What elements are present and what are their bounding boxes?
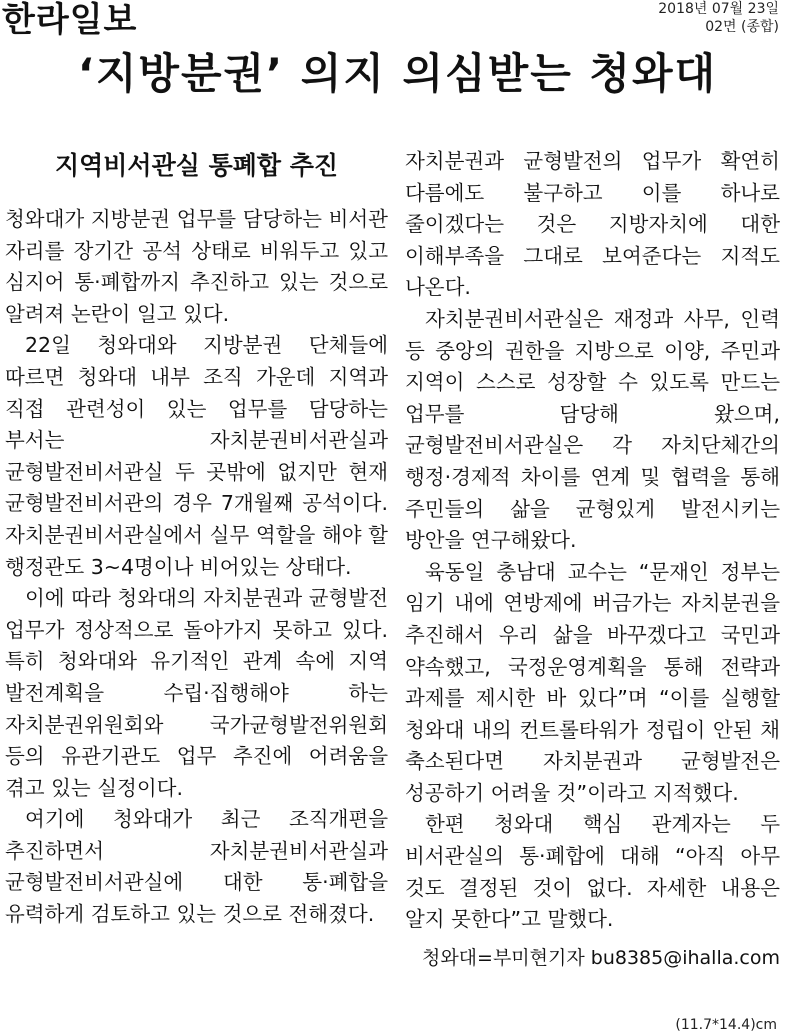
article-paragraph: 22일 청와대와 지방분권 단체들에 따르면 청와대 내부 조직 가운데 지역과 직접 관련성이 있는 업무를 담당하는 부서는 자치분권비서관실과 균형발전비서관실 두 곳밖에 없지만 현재 균형발전비서관의 경우 7개월째 공석이다. 자치분권비서관실에서 실무 역할을 해야 할 행정관도 3~4명이나 비어있는 상태다. xyxy=(5,333,388,579)
article-paragraph: 자치분권비서관실은 재정과 사무, 인력 등 중앙의 권한을 지방으로 이양, 주민과 지역이 스스로 성장할 수 있도록 만드는 업무를 담당해 왔으며, 균형발전비서관실은 각 자치단체간의 행정·경제적 차이를 연계 및 협력을 통해 주민들의 삶을 균형있게 발전시키는 방안을 연구해왔다. xyxy=(405,306,780,553)
clipping-size-note: (11.7*14.4)cm xyxy=(675,1017,777,1033)
article-headline: ‘지방분권’ 의지 의심받는 청와대 xyxy=(77,49,718,98)
newspaper-name: 한라일보 xyxy=(2,0,138,40)
article-column-left xyxy=(5,150,388,931)
article-paragraph: 청와대가 지방분권 업무를 담당하는 비서관 자리를 장기간 공석 상태로 비워두고 있고 심지어 통·폐합까지 추진하고 있는 것으로 알려져 논란이 일고 있다. xyxy=(5,207,388,326)
article-paragraph: 한편 청와대 핵심 관계자는 두 비서관실의 통·폐합에 대해 “아직 아무 것도 결정된 것이 없다. 자세한 내용은 알지 못한다”고 말했다. xyxy=(405,812,780,932)
issue-date: 2018년 07월 23일 xyxy=(658,1,779,17)
issue-meta xyxy=(658,0,779,36)
article-column-right xyxy=(405,146,780,972)
article-paragraph: 여기에 청와대가 최근 조직개편을 추진하면서 자치분권비서관실과 균형발전비서관실에 대한 통·폐합을 유력하게 검토하고 있는 것으로 전해졌다. xyxy=(5,807,388,927)
article-paragraph: 육동일 충남대 교수는 “문재인 정부는 임기 내에 연방제에 버금가는 자치분권을 추진해서 우리 삶을 바꾸겠다고 국민과 약속했고, 국정운영계획을 통해 전략과 과제를 제시한 바 있다”며 “이를 실행할 청와대 내의 컨트롤타워가 정립이 안된 채 축소된다면 자치분권과 균형발전은 성공하기 어려울 것”이라고 지적했다. xyxy=(405,559,780,805)
article-paragraph: 자치분권과 균형발전의 업무가 확연히 다름에도 불구하고 이를 하나로 줄이겠다는 것은 지방자치에 대한 이해부족을 그대로 보여준다는 지적도 나온다. xyxy=(405,149,780,300)
reporter-byline: 청와대=부미현기자 bu8385@ihalla.com xyxy=(421,946,780,969)
article-subheadline: 지역비서관실 통폐합 추진 xyxy=(54,151,339,180)
issue-page: 02면 (종합) xyxy=(705,19,779,35)
article-paragraph: 이에 따라 청와대의 자치분권과 균형발전 업무가 정상적으로 돌아가지 못하고 있다. 특히 청와대와 유기적인 관계 속에 지역 발전계획을 수립·집행해야 하는 자치분권위원회와 국가균형발전위원회 등의 유관기관도 업무 추진에 어려움을 겪고 있는 실정이다. xyxy=(5,586,388,800)
